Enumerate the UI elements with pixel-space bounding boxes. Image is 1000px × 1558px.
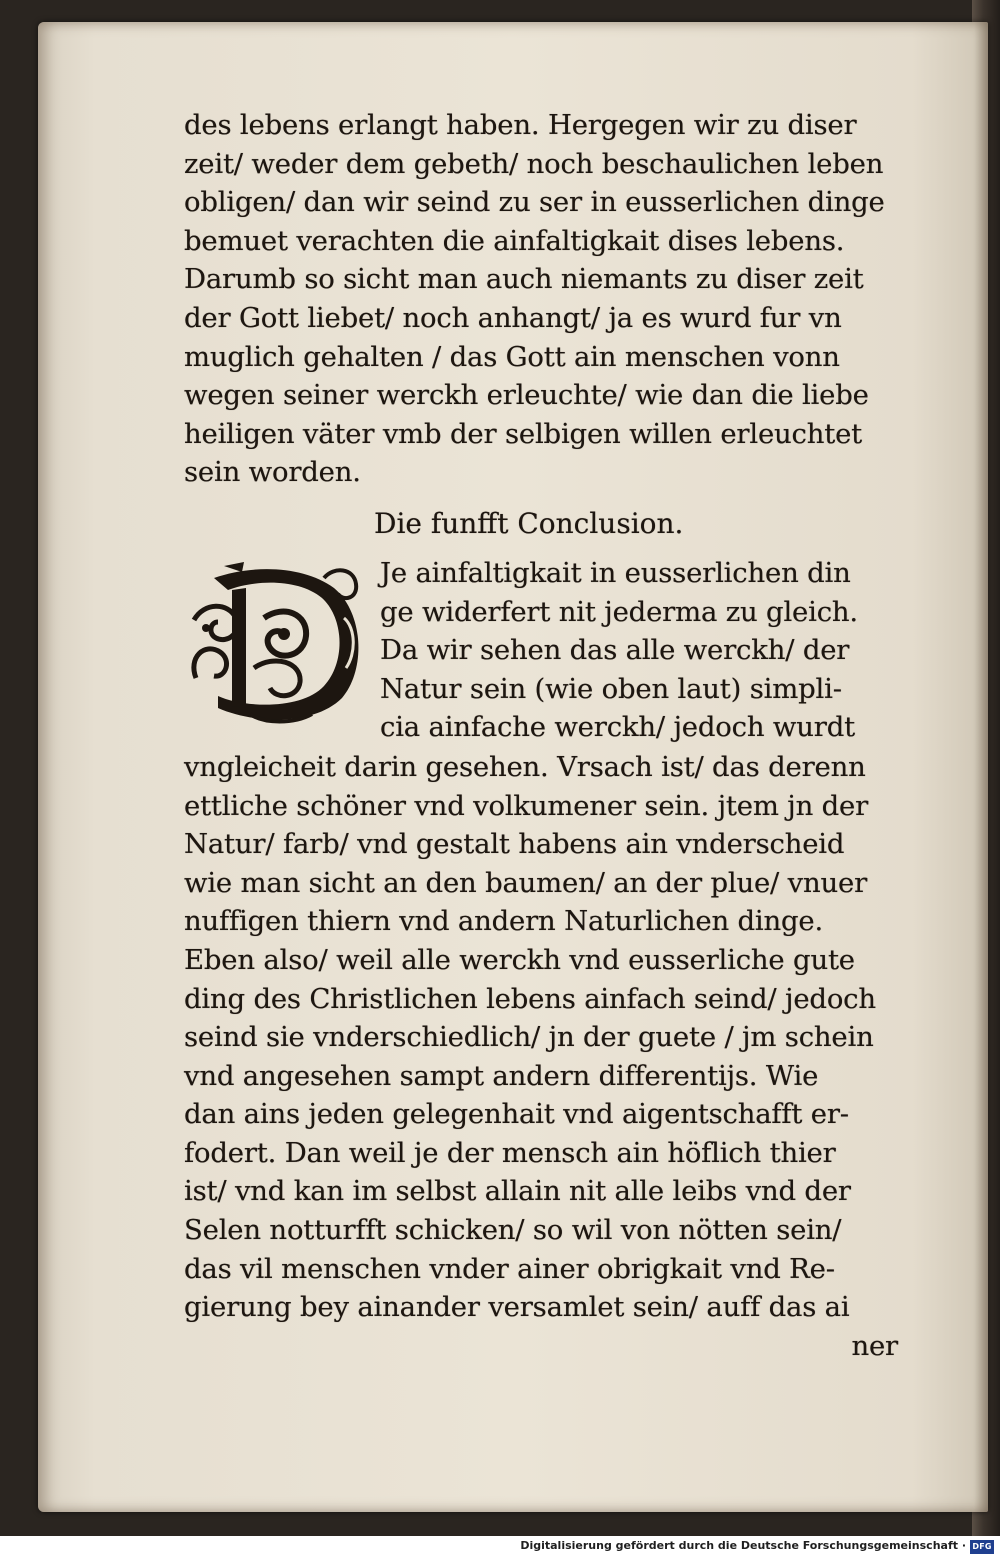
text-line: bemuet verachten die ainfaltigkait dises lebens. <box>184 224 845 257</box>
text-line: Darumb so sicht man auch niemants zu diser zeit <box>184 263 864 296</box>
text-line: muglich gehalten / das Gott ain menschen vonn <box>184 340 840 373</box>
text-line: ist/ vnd kan im selbst allain nit alle leibs vnd der <box>184 1175 851 1208</box>
text-line: sein worden. <box>184 456 361 489</box>
text-line: Natur sein (wie oben laut) simpli- <box>380 672 842 705</box>
text-line: ding des Christlichen lebens ainfach seind/ jedoch <box>184 982 876 1015</box>
text-line: seind sie vnderschiedlich/ jn der guete / jm schein <box>184 1021 874 1054</box>
footer-bar <box>0 1536 1000 1558</box>
text-line: fodert. Dan weil je der mensch ain höflich thier <box>184 1136 836 1169</box>
text-line: Da wir sehen das alle werckh/ der <box>380 634 850 667</box>
text-line: das vil menschen vnder ainer obrigkait vnd Re- <box>184 1252 835 1285</box>
page-text-block <box>184 106 904 1365</box>
text-line: des lebens erlangt haben. Hergegen wir zu diser <box>184 109 857 141</box>
text-line: Je ainfaltigkait in eusserlichen din <box>380 556 851 589</box>
catchword: ner <box>851 1329 898 1362</box>
text-line: der Gott liebet/ noch anhangt/ ja es wurd fur vn <box>184 301 842 334</box>
text-line: zeit/ weder dem gebeth/ noch beschaulichen leben <box>184 147 884 180</box>
text-line: Selen notturfft schicken/ so wil von nötten sein/ <box>184 1214 842 1247</box>
text-line: vnd angesehen sampt andern differentijs. Wie <box>184 1059 819 1092</box>
text-line: cia ainfache werckh/ jedoch wurdt <box>380 711 855 744</box>
initial-paragraph <box>184 554 904 748</box>
dfg-logo-icon[interactable]: DFG <box>970 1540 994 1554</box>
text-line: obligen/ dan wir seind zu ser in eusserlichen dinge <box>184 186 885 219</box>
text-line: heiligen väter vmb der selbigen willen erleuchtet <box>184 417 863 450</box>
text-line: Natur/ farb/ vnd gestalt habens ain vnderscheid <box>184 828 845 861</box>
text-line: vngleicheit darin gesehen. Vrsach ist/ das derenn <box>184 750 866 783</box>
text-line: gierung bey ainander versamlet sein/ auff das ai <box>184 1291 850 1324</box>
text-line: wegen seiner werckh erleuchte/ wie dan die liebe <box>184 379 869 412</box>
text-line: wie man sicht an den baumen/ an der plue/ vnuer <box>184 866 868 899</box>
text-line: nuffigen thiern vnd andern Naturlichen dinge. <box>184 905 824 938</box>
text-line: ettliche schöner vnd volkumener sein. jtem jn der <box>184 789 869 822</box>
funding-notice: Digitalisierung gefördert durch die Deutsche Forschungsgemeinschaft · <box>520 1539 966 1552</box>
text-line: ge widerfert nit jederma zu gleich. <box>380 595 858 628</box>
initial-adjacent-lines <box>380 554 858 747</box>
text-line: Eben also/ weil alle werckh vnd eusserliche gute <box>184 943 855 976</box>
text-line: dan ains jeden gelegenhait vnd aigentschafft er- <box>184 1098 849 1131</box>
section-heading: Die funfft Conclusion. <box>374 506 684 540</box>
decorated-initial-d-icon <box>184 558 370 728</box>
page-edge-shadow <box>974 22 988 1512</box>
